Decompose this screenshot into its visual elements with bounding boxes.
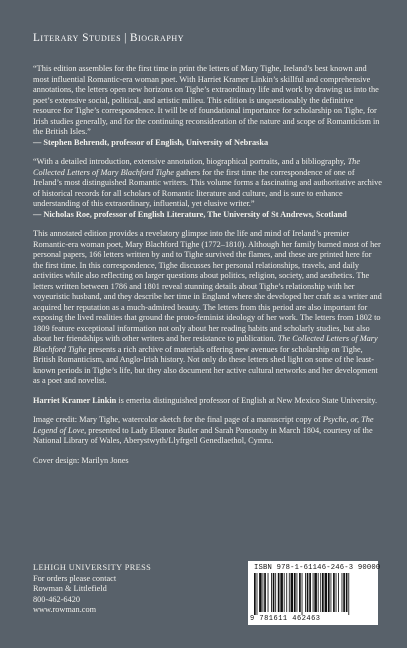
isbn-line bbox=[254, 564, 381, 572]
quote-text: “With a detailed introduction, extensive annotation, biographical portraits, and a bibliography, bbox=[33, 157, 348, 166]
category-literary-studies: Literary Studies bbox=[33, 32, 122, 44]
book-description bbox=[33, 229, 383, 387]
publisher-block bbox=[33, 563, 203, 616]
publisher-name: LEHIGH UNIVERSITY PRESS bbox=[33, 563, 152, 572]
cover-design-credit: Cover design: Marilyn Jones bbox=[33, 455, 129, 465]
author-bio bbox=[33, 396, 383, 407]
phone-number: 800-462-6420 bbox=[33, 594, 81, 604]
credit-text: , presented to Lady Eleanor Butler and Sarah Ponsonby in March 1804, courtesy of the National Library of Wales, Aberystwyth/Llyfrgell Genedlaethol, Cymru. bbox=[33, 425, 373, 445]
description-text: presents a rich archive of materials offering new avenues for scholarship on Tighe, British Romanticism, and Anglo-Irish history. Not only do these letters shed light on some of the least-known periods in Tighe’s life, but they also document her active cultural networks and her development as a poet and novelist. bbox=[33, 344, 378, 385]
category-header bbox=[33, 32, 184, 44]
image-credit bbox=[33, 415, 383, 447]
book-title: The Collected Letters of Mary Blachford Tighe bbox=[33, 157, 361, 177]
quote-text: “This edition assembles for the first time in print the letters of Mary Tighe, Ireland’s best known and most influential Romantic-era woman poet. With Harriet Kramer Linkin’s skillful and comprehensive annotations, the letters open new horizons on Tighe’s extraordinary life and work by drawing us into the poet’s extensive social, political, and artistic milieu. This edition is unquestionably the definitive resource for Tighe’s correspondence. It will be of foundational importance for scholarship on Tighe, for Irish studies generally, and for the continuing reconsideration of the nature and scope of Romanticism in the British Isles.” bbox=[33, 64, 380, 136]
book-title: The Collected Letters of Mary Blachford Tighe bbox=[33, 334, 378, 354]
price-code: 90000 bbox=[357, 564, 381, 572]
description-text: This annotated edition provides a revelatory glimpse into the life and mind of Ireland’s premier Romantic-era woman poet, Mary Blachford Tighe (1772–1810). Although her family burned most of her personal papers, 166 letters written by and to Tighe survived the flames, and these are printed here for the first time. In this correspondence, Tighe discusses her personal relationships, travels, and daily activities while also reflecting on larger questions about politics, religion, society, and aesthetics. The letters written between 1786 and 1801 reveal stunning details about Tighe’s relationship with her voyeuristic husband, and they describe her time in England where she developed her craft as a writer and acquired her reputation as a much-admired beauty. The letters from this period are also important for exposing the lived realities that ground the proto-feminist ideology of her work. The letters from 1802 to 1809 feature exceptional information not only about her reading habits and scholarly studies, but also about her friendships with other writers and her resistance to publication. bbox=[33, 229, 382, 343]
isbn-barcode bbox=[248, 561, 381, 625]
barcode-icon bbox=[252, 573, 374, 615]
website: www.rowman.com bbox=[33, 605, 97, 615]
author-name: Harriet Kramer Linkin bbox=[33, 395, 117, 405]
distributor-name: Rowman & Littlefield bbox=[33, 584, 107, 594]
orders-line: For orders please contact bbox=[33, 573, 117, 583]
credit-text: Image credit: Mary Tighe, watercolor sketch for the final page of a manuscript copy of bbox=[33, 415, 323, 424]
back-cover-text bbox=[33, 64, 383, 475]
quote-attribution: — Nicholas Roe, professor of English Literature, The University of St Andrews, Scotland bbox=[33, 209, 347, 219]
quote-attribution: — Stephen Behrendt, professor of English, University of Nebraska bbox=[33, 137, 269, 147]
isbn-number: ISBN 978-1-61146-246-3 bbox=[254, 564, 354, 572]
barcode-digits: 9 781611 462463 bbox=[250, 615, 321, 623]
artwork-title: Psyche, or, The Legend of Love bbox=[33, 415, 374, 435]
bio-text: is emerita distinguished professor of English at New Mexico State University. bbox=[116, 395, 378, 405]
praise-quote-roe bbox=[33, 157, 383, 220]
praise-quote-behrendt bbox=[33, 64, 383, 148]
quote-text: gathers for the first time the correspondence of one of Ireland’s most distinguished Romantic writers. This volume forms a fascinating and authoritative archive of historical records for all scholars of Romantic literature and culture, and is sure to enhance understanding of this extraordinary, influential, yet elusive writer.” bbox=[33, 167, 382, 208]
category-separator: | bbox=[124, 32, 127, 44]
category-biography: Biography bbox=[129, 32, 185, 44]
